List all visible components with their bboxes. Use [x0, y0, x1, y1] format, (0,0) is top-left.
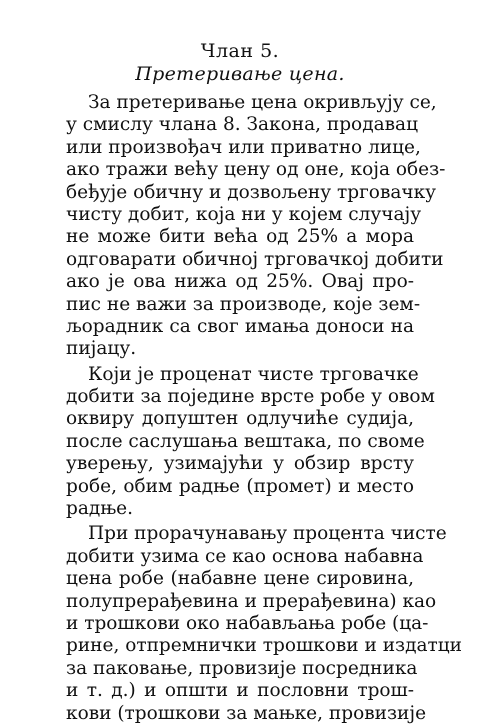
article-body	[66, 92, 463, 725]
paragraph-1	[66, 92, 446, 361]
article-title: Претеривање цена.	[135, 63, 345, 85]
text-line: добити за поједине врсте робе у овом	[66, 386, 435, 408]
text-line: робе, обим радње (промет) и место	[66, 475, 414, 497]
paragraph-2	[66, 363, 435, 521]
text-line: ако је ова нижа од 25%. Овај про-	[66, 271, 414, 293]
text-line: после саслушања вештака, по своме	[66, 430, 425, 452]
text-line: уверењу, узимајући у обзир врсту	[66, 453, 414, 475]
text-line: пис не важи за производе, које зем-	[66, 293, 421, 315]
text-line: љорадник са свог имања доноси на	[66, 315, 414, 337]
text-line: полупрерађевина и прерађевина) као	[66, 590, 437, 612]
text-line: ако тражи већу цену од оне, која обез-	[66, 159, 446, 181]
text-line: чисту добит, која ни у којем случају	[66, 203, 422, 225]
text-line: не може бити већа од 25% а мора	[66, 226, 414, 248]
text-line: добити узима се као основа набавна	[66, 545, 424, 567]
text-line: и т. д.) и општи и пословни трош-	[66, 680, 414, 702]
text-line: одговарати обичној трговачкој добити	[66, 248, 444, 270]
text-line: За претеривање цена окривљују се,	[88, 92, 437, 113]
text-line: цена робе (набавне цене сировина,	[66, 568, 414, 590]
text-line: за паковање, провизије посредника	[66, 657, 418, 679]
text-line: рине, отпремнички трошкови и издатци	[66, 635, 463, 657]
article-number: Члан 5.	[200, 40, 280, 62]
text-line: оквиру допуштен одлучиће судија,	[66, 408, 414, 430]
text-line: При прорачунавању процента чисте	[88, 523, 447, 545]
text-line: беђује обичну и дозвољену трговачку	[66, 181, 437, 203]
paragraph-3	[66, 523, 463, 725]
text-line: кови (трошкови за мањке, провизије	[66, 702, 427, 724]
text-line: у смислу члана 8. Закона, продавац	[66, 114, 418, 136]
text-line: радње.	[66, 498, 134, 520]
text-line: Који је проценат чисте трговачке	[88, 363, 419, 385]
text-line: пијацу.	[66, 338, 137, 360]
text-line: и трошкови око набављања робе (ца-	[66, 612, 429, 634]
text-line: или произвођач или приватно лице,	[66, 136, 421, 158]
